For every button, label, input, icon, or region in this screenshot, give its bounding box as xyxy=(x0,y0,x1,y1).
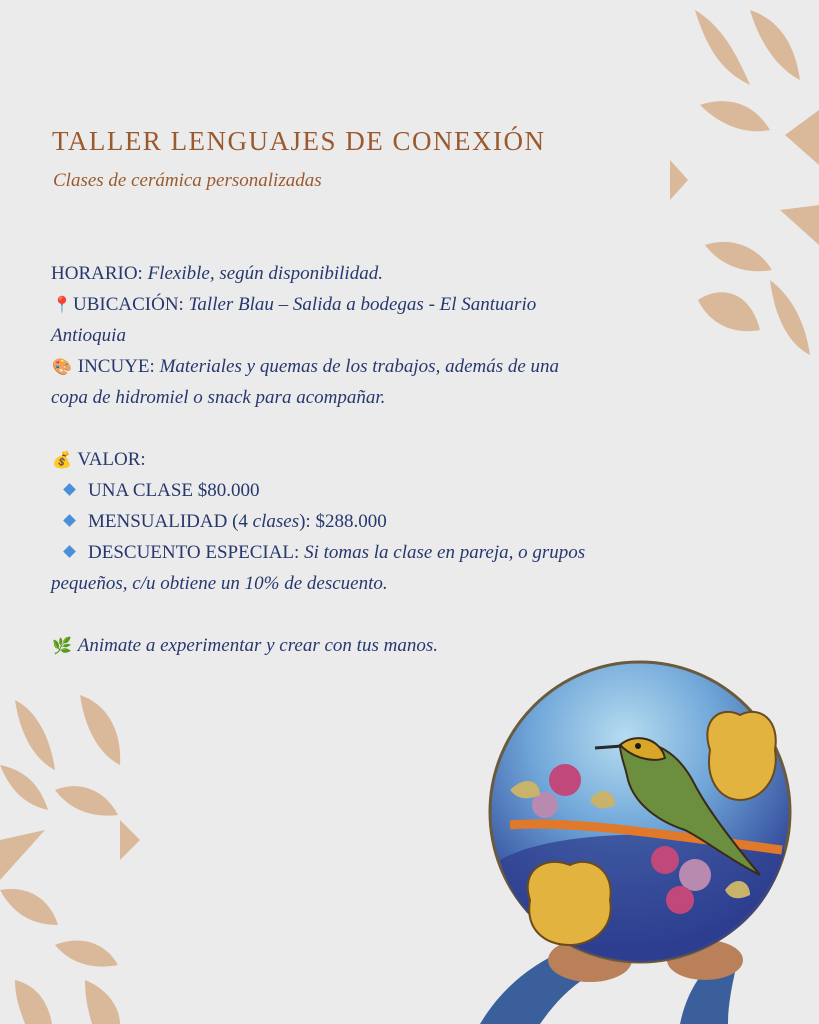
herb-icon: 🌿 xyxy=(52,636,72,655)
incluye-line xyxy=(51,351,671,382)
diamond-bullet-icon xyxy=(63,545,76,558)
price-item-suffix: ): $288.000 xyxy=(299,511,387,532)
price-item xyxy=(51,506,671,537)
diamond-bullet-icon xyxy=(63,483,76,496)
bottom-left-ornament xyxy=(0,680,150,1024)
closing-text: Animate a experimentar y crear con tus manos. xyxy=(77,635,438,656)
price-item-italic: Si tomas la clase en pareja, o grupos xyxy=(304,542,586,563)
price-item-label: MENSUALIDAD (4 xyxy=(88,511,253,532)
price-item-label: DESCUENTO ESPECIAL: xyxy=(88,542,305,563)
top-right-ornament xyxy=(660,0,819,370)
valor-label: VALOR: xyxy=(77,449,146,470)
ceramic-plate-photo xyxy=(470,660,819,1024)
price-item-italic: clases xyxy=(252,511,300,532)
money-bag-icon: 💰 xyxy=(52,450,72,469)
page-subtitle: Clases de cerámica personalizadas xyxy=(53,170,322,191)
ubicacion-value-line2: Antioquia xyxy=(51,325,126,346)
ubicacion-value: Taller Blau – Salida a bodegas - El Santuario xyxy=(188,294,537,315)
horario-value: Flexible, según disponibilidad. xyxy=(147,263,383,284)
diamond-bullet-icon xyxy=(63,514,76,527)
incluye-label: INCUYE: xyxy=(77,356,155,377)
ubicacion-label: UBICACIÓN: xyxy=(73,294,184,315)
palette-icon: 🎨 xyxy=(52,357,72,376)
closing-line xyxy=(51,630,671,661)
incluye-value-line2: copa de hidromiel o snack para acompañar. xyxy=(51,387,386,408)
discount-line2: pequeños, c/u obtiene un 10% de descuento. xyxy=(51,573,388,594)
page-title: TALLER LENGUAJES DE CONEXIÓN xyxy=(52,126,546,156)
ubicacion-line xyxy=(51,289,671,320)
valor-line xyxy=(51,444,671,475)
price-item xyxy=(51,475,671,506)
price-item-label: UNA CLASE $80.000 xyxy=(88,480,260,501)
info-block xyxy=(51,258,671,661)
pin-icon: 📍 xyxy=(52,295,72,314)
horario-line xyxy=(51,258,671,289)
incluye-value: Materiales y quemas de los trabajos, además de una xyxy=(159,356,560,377)
horario-label: HORARIO: xyxy=(51,263,143,284)
price-item xyxy=(51,537,671,568)
